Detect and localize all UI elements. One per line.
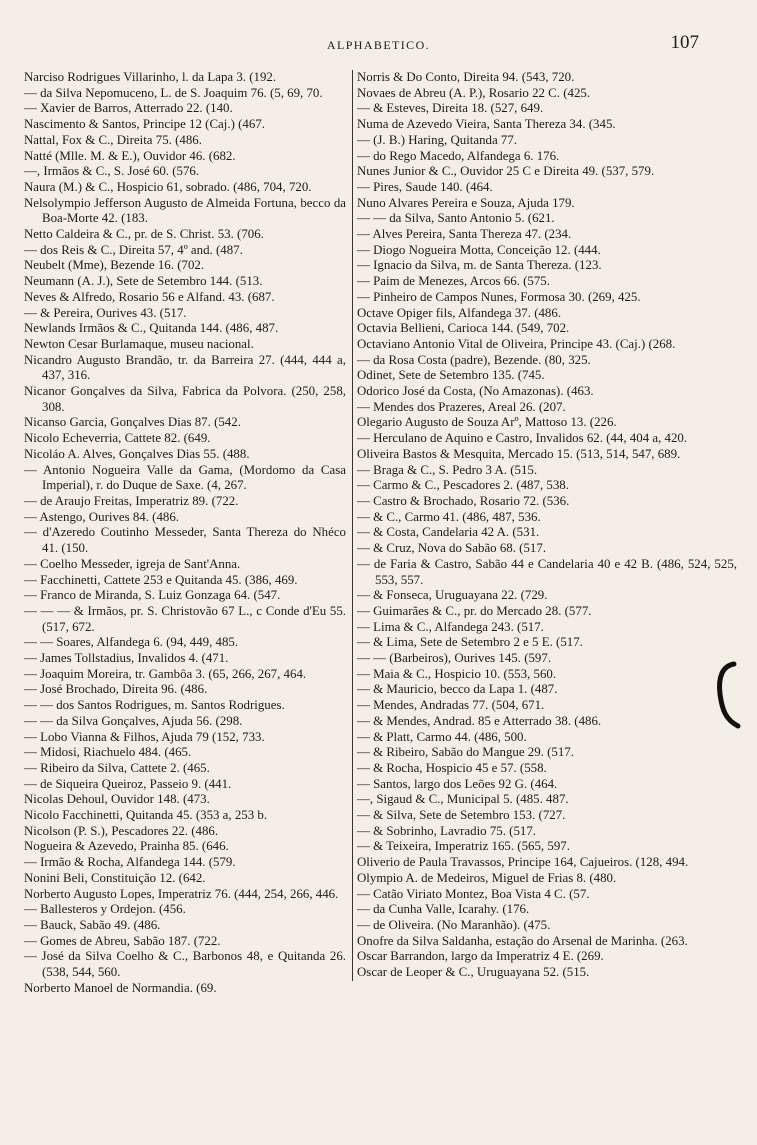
- directory-entry: — Franco de Miranda, S. Luiz Gonzaga 64. (547.: [24, 588, 281, 603]
- directory-entry: — Ballesteros y Ordejon. (456.: [24, 902, 186, 917]
- directory-entry: Oliveira Bastos & Mesquita, Mercado 15. (513, 514, 547, 689.: [357, 446, 681, 461]
- directory-entry: — Diogo Nogueira Motta, Conceição 12. (444.: [357, 242, 601, 257]
- directory-entry: — da Cunha Valle, Icarahy. (176.: [357, 902, 530, 917]
- directory-entry: Nogueira & Azevedo, Prainha 85. (646.: [24, 839, 229, 854]
- directory-entry: Onofre da Silva Saldanha, estação do Arsenal de Marinha. (263.: [357, 933, 688, 948]
- directory-entry: — Xavier de Barros, Atterrado 22. (140.: [24, 101, 233, 116]
- ink-bracket-mark: [704, 660, 744, 730]
- directory-entry: Nunes Junior & C., Ouvidor 25 C e Direita 49. (537, 579.: [357, 164, 655, 179]
- directory-entry: Newton Cesar Burlamaque, museu nacional.: [24, 336, 254, 351]
- directory-entry: — Ribeiro da Silva, Cattete 2. (465.: [24, 760, 210, 775]
- directory-entry: — Mendes dos Prazeres, Areal 26. (207.: [357, 399, 566, 414]
- directory-entry: — & Mauricio, becco da Lapa 1. (487.: [357, 682, 558, 697]
- directory-entry: Olympio A. de Medeiros, Miguel de Frias 8. (480.: [357, 870, 617, 885]
- directory-entry: — d'Azeredo Coutinho Messeder, Santa Thereza do Nhéco 41. (150.: [24, 525, 346, 556]
- directory-entry: — José da Silva Coelho & C., Barbonos 48, e Quitanda 26. (538, 544, 560.: [24, 949, 346, 980]
- directory-entry: Nelsolympio Jefferson Augusto de Almeida Fortuna, becco da Boa-Morte 42. (183.: [24, 195, 346, 226]
- directory-entry: — dos Reis & C., Direita 57, 4º and. (487.: [24, 242, 243, 257]
- directory-entry: — de Faria & Castro, Sabão 44 e Candelaria 40 e 42 B. (486, 524, 525, 553, 557.: [357, 556, 737, 587]
- page-number: 107: [670, 32, 699, 53]
- directory-entry: Naura (M.) & C., Hospicio 61, sobrado. (486, 704, 720.: [24, 179, 312, 194]
- directory-entry: Octavia Bellieni, Carioca 144. (549, 702.: [357, 321, 570, 336]
- left-column: [24, 70, 346, 996]
- directory-entry: — do Rego Macedo, Alfandega 6. 176.: [357, 148, 560, 163]
- directory-entry: Nicandro Augusto Brandão, tr. da Barreira 27. (444, 444 a, 437, 316.: [24, 352, 346, 383]
- directory-entry: — Joaquim Moreira, tr. Gambôa 3. (65, 266, 267, 464.: [24, 666, 307, 681]
- right-column: [352, 70, 737, 981]
- directory-entry: — & Fonseca, Uruguayana 22. (729.: [357, 588, 548, 603]
- running-title: ALPHABETICO.: [326, 38, 431, 52]
- directory-entry: — Irmão & Rocha, Alfandega 144. (579.: [24, 855, 236, 870]
- directory-entry: — Maia & C., Hospicio 10. (553, 560.: [357, 666, 557, 681]
- directory-entry: — Gomes de Abreu, Sabão 187. (722.: [24, 933, 221, 948]
- directory-entry: Oliverio de Paula Travassos, Principe 164, Cajueiros. (128, 494.: [357, 855, 689, 870]
- directory-entry: — & Teixeira, Imperatriz 165. (565, 597.: [357, 839, 570, 854]
- directory-entry: — & Ribeiro, Sabão do Mangue 29. (517.: [357, 745, 574, 760]
- directory-entry: — Bauck, Sabão 49. (486.: [24, 917, 161, 932]
- directory-entry: — Herculano de Aquino e Castro, Invalidos 62. (44, 404 a, 420.: [357, 431, 688, 446]
- directory-entry: — & C., Carmo 41. (486, 487, 536.: [357, 509, 541, 524]
- directory-entry: — & Costa, Candelaria 42 A. (531.: [357, 525, 540, 540]
- directory-entry: Nicolas Dehoul, Ouvidor 148. (473.: [24, 792, 210, 807]
- directory-entry: Octaviano Antonio Vital de Oliveira, Principe 43. (Caj.) (268.: [357, 336, 676, 351]
- directory-entry: Odorico José da Costa, (No Amazonas). (463.: [357, 384, 594, 399]
- directory-entry: — — da Silva, Santo Antonio 5. (621.: [357, 211, 555, 226]
- directory-entry: — Catão Viriato Montez, Boa Vista 4 C. (57.: [357, 886, 590, 901]
- directory-entry: — & Platt, Carmo 44. (486, 500.: [357, 729, 527, 744]
- directory-entry: — & Pereira, Ourives 43. (517.: [24, 305, 187, 320]
- directory-entry: — Mendes, Andradas 77. (504, 671.: [357, 698, 545, 713]
- directory-entry: Nicolson (P. S.), Pescadores 22. (486.: [24, 823, 219, 838]
- directory-entry: Oscar de Leoper & C., Uruguayana 52. (515.: [357, 965, 590, 980]
- directory-entry: Nicanor Gonçalves da Silva, Fabrica da Polvora. (250, 258, 308.: [24, 384, 346, 414]
- directory-entry: —, Irmãos & C., S. José 60. (576.: [24, 164, 200, 179]
- directory-entry: — — dos Santos Rodrigues, m. Santos Rodrigues.: [24, 698, 285, 713]
- directory-entry: Octave Opiger fils, Alfandega 37. (486.: [357, 305, 562, 320]
- directory-entry: Natté (Mlle. M. & E.), Ouvidor 46. (682.: [24, 148, 236, 163]
- directory-entry: Nuno Alvares Pereira e Souza, Ajuda 179.: [357, 195, 575, 210]
- directory-entry: — & Lima, Sete de Setembro 2 e 5 E. (517.: [357, 635, 583, 650]
- directory-entry: Netto Caldeira & C., pr. de S. Christ. 53. (706.: [24, 227, 264, 242]
- directory-entry: — Lobo Vianna & Filhos, Ajuda 79 (152, 733.: [24, 729, 265, 744]
- directory-entry: — Carmo & C., Pescadores 2. (487, 538.: [357, 478, 569, 493]
- directory-entry: — de Oliveira. (No Maranhão). (475.: [357, 917, 551, 932]
- directory-entry: — Pires, Saude 140. (464.: [357, 179, 493, 194]
- directory-entry: — — (Barbeiros), Ourives 145. (597.: [357, 651, 552, 666]
- directory-entry: Nascimento & Santos, Principe 12 (Caj.) (467.: [24, 117, 265, 132]
- directory-entry: — Braga & C., S. Pedro 3 A. (515.: [357, 462, 538, 477]
- directory-entry: Neves & Alfredo, Rosario 56 e Alfand. 43. (687.: [24, 289, 275, 304]
- directory-entry: —, Sigaud & C., Municipal 5. (485. 487.: [357, 792, 569, 807]
- directory-entry: Odinet, Sete de Setembro 135. (745.: [357, 368, 545, 383]
- directory-entry: Olegario Augusto de Souza Arº, Mattoso 13. (226.: [357, 415, 617, 430]
- directory-entry: Nicoláo A. Alves, Gonçalves Dias 55. (488.: [24, 446, 250, 461]
- directory-entry: Nonini Beli, Constituição 12. (642.: [24, 870, 206, 885]
- directory-entry: — Coelho Messeder, igreja de Sant'Anna.: [24, 556, 241, 571]
- directory-entry: — James Tollstadius, Invalidos 4. (471.: [24, 651, 229, 666]
- directory-entry: — Antonio Nogueira Valle da Gama, (Mordomo da Casa Imperial), r. do Duque de Saxe. (4, 267.: [24, 462, 346, 493]
- directory-entry: Oscar Barrandon, largo da Imperatriz 4 E. (269.: [357, 949, 604, 964]
- directory-entry: Numa de Azevedo Vieira, Santa Thereza 34. (345.: [357, 117, 616, 132]
- directory-entry: Nicanso Garcia, Gonçalves Dias 87. (542.: [24, 415, 241, 430]
- directory-entry: — & Sobrinho, Lavradio 75. (517.: [357, 823, 537, 838]
- directory-entry: — Alves Pereira, Santa Thereza 47. (234.: [357, 227, 572, 242]
- directory-entry: — Midosi, Riachuelo 484. (465.: [24, 745, 192, 760]
- directory-entry: — José Brochado, Direita 96. (486.: [24, 682, 208, 697]
- directory-entry: — Paim de Menezes, Arcos 66. (575.: [357, 274, 550, 289]
- directory-entry: — — — & Irmãos, pr. S. Christovão 67 L., c Conde d'Eu 55. (517, 672.: [24, 603, 346, 634]
- directory-entry: — Castro & Brochado, Rosario 72. (536.: [357, 493, 570, 508]
- directory-entry: Newlands Irmãos & C., Quitanda 144. (486, 487.: [24, 321, 279, 336]
- directory-entry: — da Silva Nepomuceno, L. de S. Joaquim 76. (5, 69, 70.: [24, 85, 323, 100]
- directory-entry: — Santos, largo dos Leões 92 G. (464.: [357, 776, 558, 791]
- directory-entry: — — Soares, Alfandega 6. (94, 449, 485.: [24, 635, 239, 650]
- directory-entry: Nattal, Fox & C., Direita 75. (486.: [24, 132, 202, 147]
- directory-entry: — (J. B.) Haring, Quitanda 77.: [357, 132, 518, 147]
- directory-entry: — Guimarães & C., pr. do Mercado 28. (577.: [357, 603, 592, 618]
- directory-entry: Nicolo Facchinetti, Quitanda 45. (353 a, 253 b.: [24, 808, 268, 823]
- directory-entry: Norris & Do Conto, Direita 94. (543, 720.: [357, 70, 575, 84]
- directory-entry: Novaes de Abreu (A. P.), Rosario 22 C. (425.: [357, 85, 591, 100]
- directory-entry: Norberto Augusto Lopes, Imperatriz 76. (444, 254, 266, 446.: [24, 886, 339, 901]
- directory-entry: — & Cruz, Nova do Sabão 68. (517.: [357, 541, 547, 556]
- directory-entry: Norberto Manoel de Normandia. (69.: [24, 980, 217, 995]
- directory-entry: — Pinheiro de Campos Nunes, Formosa 30. (269, 425.: [357, 289, 641, 304]
- directory-entry: — Facchinetti, Cattete 253 e Quitanda 45. (386, 469.: [24, 572, 298, 587]
- page-header: [0, 32, 757, 60]
- directory-entry: — de Araujo Freitas, Imperatriz 89. (722.: [24, 493, 239, 508]
- directory-entry: Neubelt (Mme), Bezende 16. (702.: [24, 258, 205, 273]
- directory-entry: — Lima & C., Alfandega 243. (517.: [357, 619, 544, 634]
- directory-entry: — — da Silva Gonçalves, Ajuda 56. (298.: [24, 713, 243, 728]
- directory-entry: Neumann (A. J.), Sete de Setembro 144. (513.: [24, 274, 263, 289]
- directory-entry: — de Siqueira Queiroz, Passeio 9. (441.: [24, 776, 232, 791]
- directory-entry: — & Rocha, Hospicio 45 e 57. (558.: [357, 760, 547, 775]
- directory-entry: — & Esteves, Direita 18. (527, 649.: [357, 101, 544, 116]
- directory-entry: — & Mendes, Andrad. 85 e Atterrado 38. (486.: [357, 713, 602, 728]
- directory-entry: — Astengo, Ourives 84. (486.: [24, 509, 180, 524]
- directory-entry: — da Rosa Costa (padre), Bezende. (80, 325.: [357, 352, 591, 367]
- directory-entry: Nicolo Echeverria, Cattete 82. (649.: [24, 431, 211, 446]
- directory-entry: Narciso Rodrigues Villarinho, l. da Lapa 3. (192.: [24, 70, 277, 84]
- directory-entry: — Ignacio da Silva, m. de Santa Thereza. (123.: [357, 258, 602, 273]
- directory-entry: — & Silva, Sete de Setembro 153. (727.: [357, 808, 566, 823]
